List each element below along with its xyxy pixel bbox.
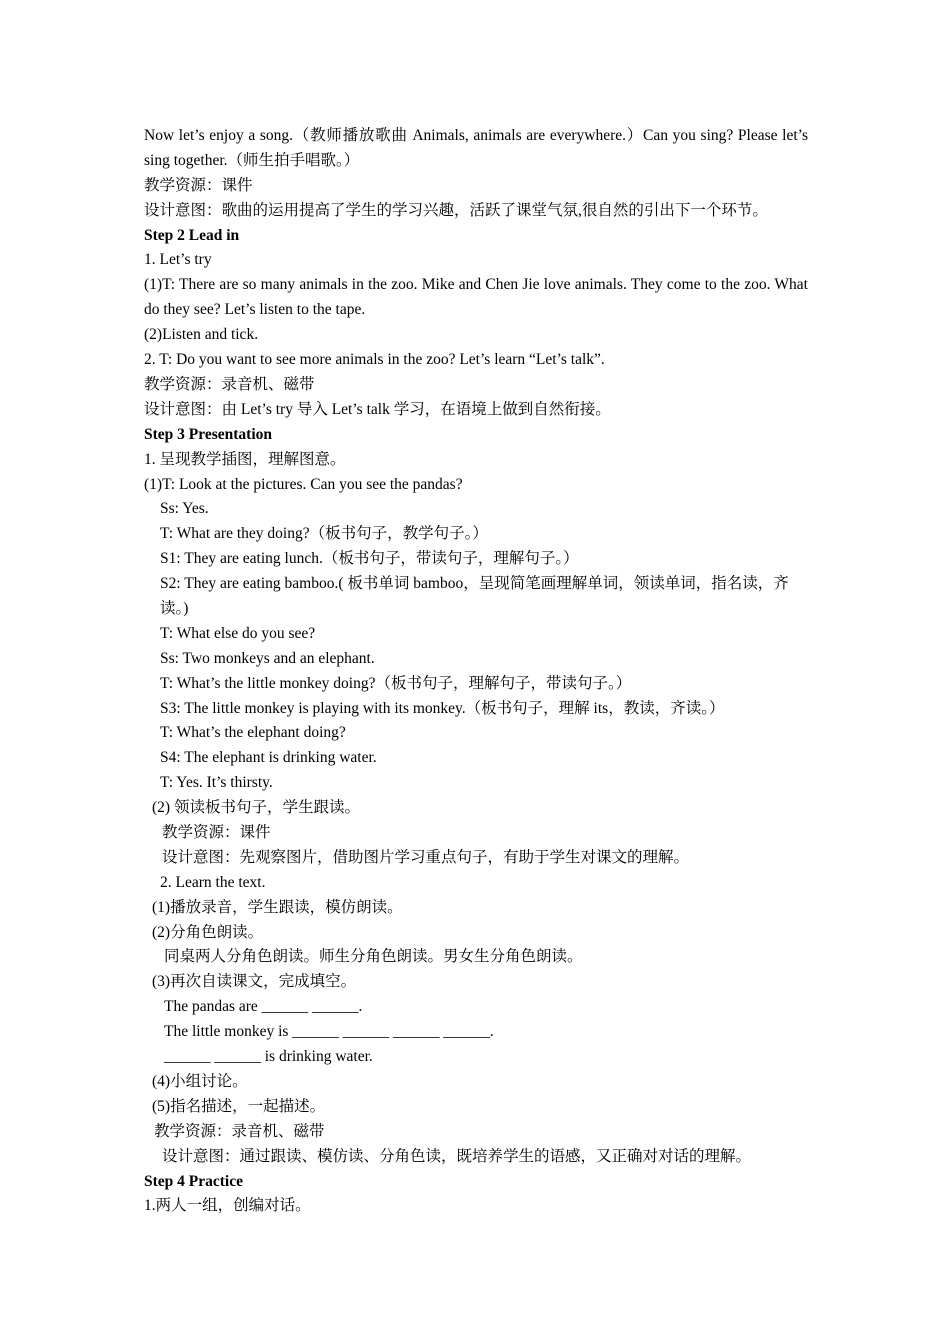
list-item: (5)指名描述，一起描述。 xyxy=(152,1097,326,1115)
teaching-resource: 教学资源：录音机、磁带 xyxy=(154,1122,325,1140)
dialogue-line: T: What are they doing?（板书句子，教学句子。） xyxy=(160,525,488,543)
dialogue-line: S1: They are eating lunch.（板书句子，带读句子，理解句子。） xyxy=(160,550,579,568)
dialogue-line: Ss: Yes. xyxy=(160,500,209,518)
design-intent: 设计意图：由 Let’s try 导入 Let’s talk 学习，在语境上做到自然衔接。 xyxy=(144,400,611,418)
list-item: 1. Let’s try xyxy=(144,251,212,269)
step-heading: Step 4 Practice xyxy=(144,1172,243,1190)
document-page xyxy=(144,124,808,1219)
list-item: (2)Listen and tick. xyxy=(144,326,259,344)
design-intent: 设计意图：歌曲的运用提高了学生的学习兴趣，活跃了课堂气氛,很自然的引出下一个环节。 xyxy=(144,201,768,219)
fill-blank-line: The little monkey is ______ ______ ______ ______. xyxy=(164,1023,494,1041)
dialogue-line: (1)T: Look at the pictures. Can you see the pandas? xyxy=(144,475,463,493)
dialogue-line: T: What else do you see? xyxy=(160,624,316,642)
dialogue-line: Ss: Two monkeys and an elephant. xyxy=(160,649,375,667)
list-item: (3)再次自读课文，完成填空。 xyxy=(152,973,357,991)
list-item: 同桌两人分角色朗读。师生分角色朗读。男女生分角色朗读。 xyxy=(164,948,583,966)
dialogue-line: T: Yes. It’s thirsty. xyxy=(160,774,273,792)
list-item: (4)小组讨论。 xyxy=(152,1072,248,1090)
dialogue-line: T: What’s the little monkey doing?（板书句子，理解句子，带读句子。） xyxy=(160,674,632,692)
list-item: (1)播放录音，学生跟读，模仿朗读。 xyxy=(152,898,403,916)
list-item: (2) 领读板书句子，学生跟读。 xyxy=(152,799,360,817)
step-heading: Step 3 Presentation xyxy=(144,425,273,443)
teaching-resource: 教学资源：录音机、磁带 xyxy=(144,375,315,393)
list-item: 1. 呈现教学插图，理解图意。 xyxy=(144,450,346,468)
dialogue-line: T: What’s the elephant doing? xyxy=(160,724,346,742)
fill-blank-line: The pandas are ______ ______. xyxy=(164,998,363,1016)
dialogue-line: S4: The elephant is drinking water. xyxy=(160,749,377,767)
step-heading: Step 2 Lead in xyxy=(144,226,240,244)
design-intent: 设计意图：先观察图片，借助图片学习重点句子，有助于学生对课文的理解。 xyxy=(162,848,690,866)
teaching-resource: 教学资源：课件 xyxy=(162,824,271,842)
list-item: 1.两人一组，创编对话。 xyxy=(144,1197,311,1215)
paragraph: (1)T: There are so many animals in the zoo. Mike and Chen Jie love animals. They come to the zoo. What do they see? Let’s listen to the tape. xyxy=(144,276,808,319)
song-paragraph: Now let’s enjoy a song.（教师播放歌曲 Animals, animals are everywhere.）Can you sing? Please let’s sing together.（师生拍手唱歌。） xyxy=(144,127,808,169)
list-item: (2)分角色朗读。 xyxy=(152,923,264,941)
list-item: 2. Learn the text. xyxy=(160,873,266,891)
dialogue-line: S2: They are eating bamboo.( 板书单词 bamboo，呈现简笔画理解单词，领读单词，指名读，齐读。) xyxy=(160,575,789,617)
fill-blank-line: ______ ______ is drinking water. xyxy=(164,1048,373,1066)
teaching-resource: 教学资源：课件 xyxy=(144,176,253,194)
dialogue-line: S3: The little monkey is playing with its monkey.（板书句子，理解 its，教读，齐读。） xyxy=(160,699,725,717)
list-item: 2. T: Do you want to see more animals in the zoo? Let’s learn “Let’s talk”. xyxy=(144,351,605,369)
design-intent: 设计意图：通过跟读、模仿读、分角色读，既培养学生的语感，又正确对对话的理解。 xyxy=(162,1147,752,1165)
